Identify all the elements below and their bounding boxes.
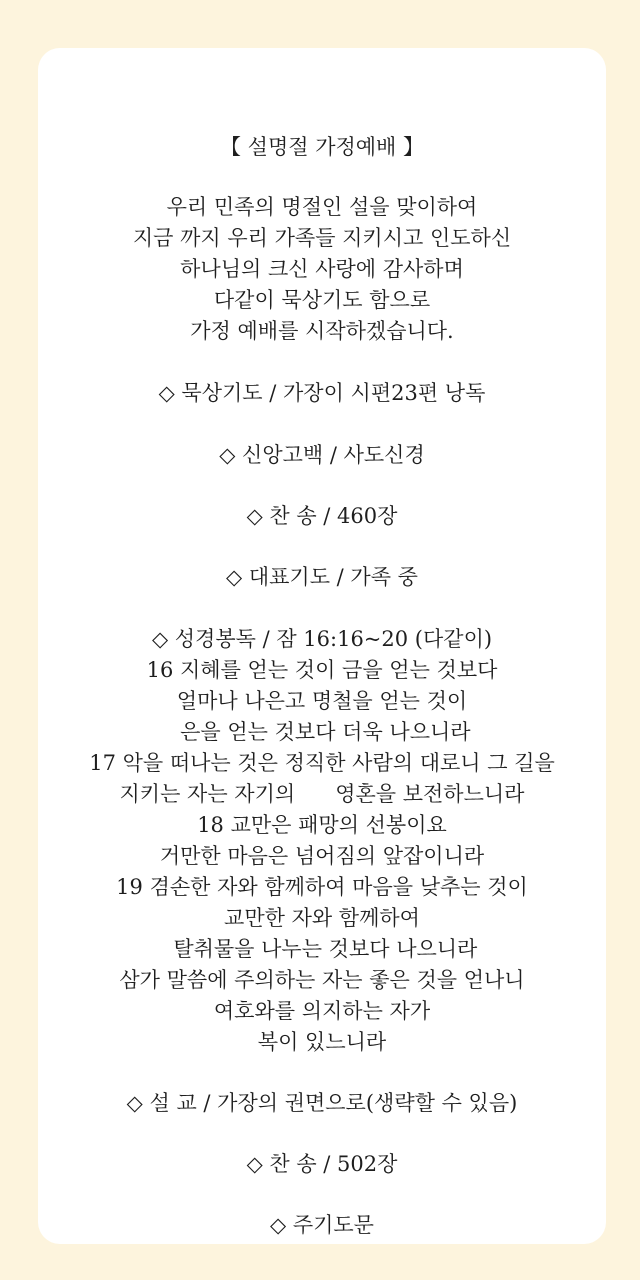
scripture-line: 18 교만은 패망의 선봉이요	[197, 813, 447, 837]
scripture-line: 얼마나 나은고 명철을 얻는 것이	[176, 689, 468, 713]
scripture-line: 교만한 자와 함께하여	[224, 906, 420, 930]
scripture-line: 삼가 말씀에 주의하는 자는 좋은 것을 얻나니	[119, 968, 525, 992]
intro-line: 우리 민족의 명절인 설을 맞이하여	[166, 195, 478, 219]
meditation-item: ◇ 묵상기도 / 가장이 시편23편 낭독	[158, 381, 486, 405]
scripture-line: 탈취물을 나누는 것보다 나으니라	[166, 937, 478, 961]
worship-title: 【 설명절 가정예배 】	[219, 135, 425, 159]
scripture-line: 거만한 마음은 넘어짐의 앞잡이니라	[159, 844, 485, 868]
scripture-line: 은을 얻는 것보다 더욱 나으니라	[173, 720, 471, 744]
hymn-item: ◇ 찬 송 / 460장	[246, 504, 398, 528]
hymn-item: ◇ 찬 송 / 502장	[246, 1152, 398, 1176]
lords-prayer-item: ◇ 주기도문	[270, 1213, 374, 1237]
creed-item: ◇ 신앙고백 / 사도신경	[219, 443, 425, 467]
sermon-item: ◇ 설 교 / 가장의 권면으로(생략할 수 있음)	[126, 1091, 518, 1115]
scripture-line: 19 겸손한 자와 함께하여 마음을 낮추는 것이	[116, 875, 528, 899]
scripture-line: 복이 있느니라	[257, 1030, 387, 1054]
worship-order-card	[38, 48, 606, 1244]
scripture-line: 지키는 자는 자기의 영혼을 보전하느니라	[119, 782, 525, 806]
intro-line: 가정 예배를 시작하겠습니다.	[190, 319, 454, 343]
intro-line: 다같이 묵상기도 함으로	[213, 288, 431, 312]
prayer-item: ◇ 대표기도 / 가족 중	[226, 565, 418, 589]
scripture-line: 16 지혜를 얻는 것이 금을 얻는 것보다	[146, 658, 498, 682]
scripture-line: 17 악을 떠나는 것은 정직한 사람의 대로니 그 길을	[89, 751, 555, 775]
intro-line: 지금 까지 우리 가족들 지키시고 인도하신	[132, 226, 512, 250]
scripture-line: 여호와를 의지하는 자가	[213, 999, 431, 1023]
scripture-reading-item: ◇ 성경봉독 / 잠 16:16~20 (다같이)	[151, 627, 493, 651]
intro-line: 하나님의 크신 사랑에 감사하며	[180, 257, 464, 281]
